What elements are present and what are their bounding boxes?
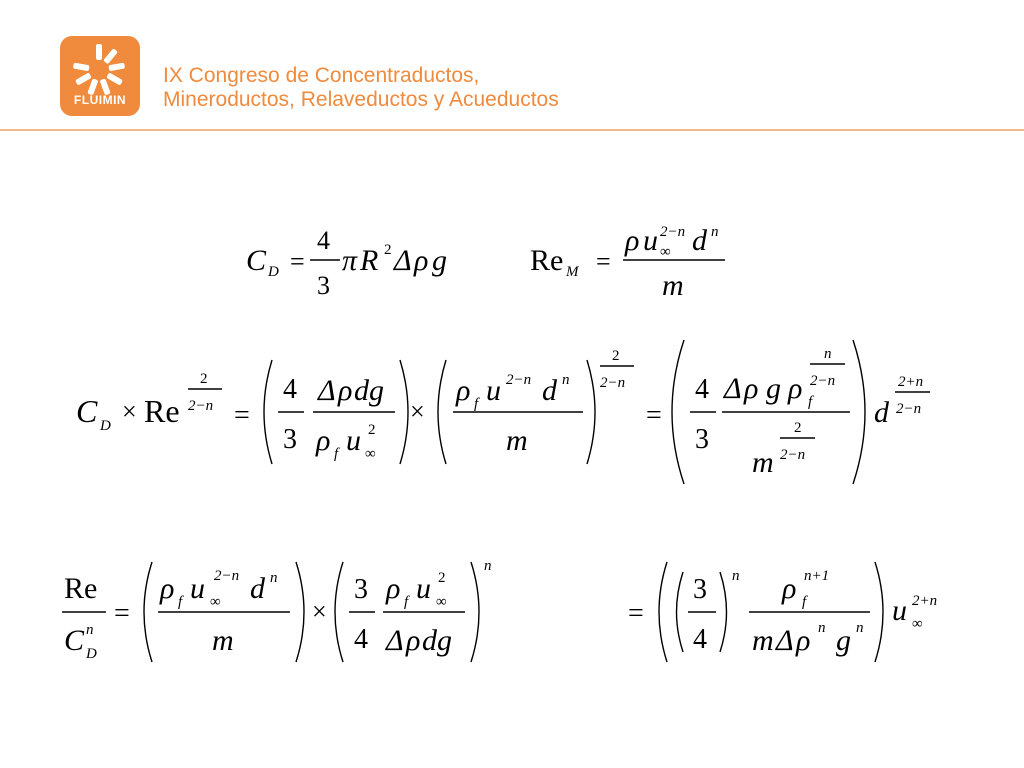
- eq3-r-den-m-exp-den: 2−n: [780, 447, 806, 463]
- eq4-f3-rho-sub: f: [404, 594, 409, 610]
- eq4-lhs-num: Re: [64, 572, 98, 605]
- eq4-r2-num-rho: ρ: [782, 572, 797, 605]
- eq4-r1-den: 4: [693, 624, 707, 655]
- eq3-f2-num-dg: dg: [354, 374, 384, 407]
- eq4-f1-u-sub: ∞: [210, 594, 221, 610]
- eq3-exp-den: 2−n: [188, 398, 214, 414]
- eq1-pi: π: [342, 244, 358, 277]
- eq4-f1-u-exp: 2−n: [214, 568, 240, 584]
- eq3-r-den-m-exp-num: 2: [794, 420, 802, 436]
- eq3-f2-den-u-sub: ∞: [365, 446, 376, 462]
- eq3-r-den-m: m: [752, 446, 774, 479]
- eq3-equals2: =: [646, 400, 662, 431]
- eq3-f2-den-u-exp: 2: [368, 422, 376, 438]
- eq1-lhs-var: C: [246, 244, 267, 277]
- eq1-equals: =: [290, 247, 305, 276]
- eq3-C-sub: D: [100, 418, 111, 434]
- eq3-r-d-exp-den: 2−n: [896, 401, 922, 417]
- eq3-pexp-den: 2−n: [600, 375, 626, 391]
- logo-text: FLUIMIN: [73, 93, 127, 107]
- eq4-r3-u: u: [892, 594, 907, 627]
- eq3-r-num-rho2-sub: f: [808, 394, 813, 410]
- eq2-den: m: [662, 269, 684, 302]
- eq2-lhs: Re: [530, 244, 564, 277]
- eq3-pexp-num: 2: [612, 348, 620, 364]
- eq1-R: R: [360, 244, 379, 277]
- eq4-f1-rho: ρ: [160, 572, 175, 605]
- eq4-equals: =: [114, 598, 130, 629]
- eq3-times: ×: [122, 397, 137, 426]
- eq4-f2-num: 3: [354, 574, 368, 605]
- eq4-lhs-den-C: C: [64, 624, 85, 657]
- eq3-f2-den-rho-sub: f: [334, 446, 339, 462]
- eq4-f1-u: u: [190, 572, 205, 605]
- eq3-r-num-g: g: [766, 372, 781, 405]
- eq4-pexp: n: [484, 558, 492, 574]
- eq4-f1-den: m: [212, 624, 234, 657]
- eq4-lhs-den-C-exp: n: [86, 622, 94, 638]
- equation-re-over-cd: [64, 558, 937, 662]
- eq4-lhs-den-C-sub: D: [86, 646, 97, 662]
- eq1-lhs-sub: D: [268, 264, 279, 280]
- equation-drag-force: [246, 226, 447, 300]
- eq3-r-num-rho: ρ: [744, 372, 759, 405]
- eq3-f3-num-rho: ρ: [456, 374, 471, 407]
- eq3-f3-num-rho-sub: f: [474, 396, 479, 412]
- eq3-times2: ×: [410, 397, 425, 426]
- eq3-r-num-delta: Δ: [724, 372, 742, 405]
- eq4-r2-den-rho-exp: n: [818, 620, 826, 636]
- eq2-num-d-exp: n: [711, 224, 719, 240]
- eq4-f1-d-exp: n: [270, 570, 278, 586]
- eq4-r3-u-exp: 2+n: [912, 593, 938, 609]
- eq3-f2-num-delta: Δ: [318, 374, 336, 407]
- eq2-num-u-exp: 2−n: [660, 224, 686, 240]
- eq3-f3-num-d-exp: n: [562, 372, 570, 388]
- eq3-exp-num: 2: [200, 371, 208, 387]
- eq3-r-num-rho2-exp-num: n: [824, 346, 832, 362]
- eq3-equals: =: [234, 400, 250, 431]
- eq2-num-u-sub: ∞: [660, 244, 671, 260]
- eq3-f1-num: 4: [283, 374, 297, 405]
- eq4-f3-u: u: [416, 572, 431, 605]
- eq4-times: ×: [312, 597, 327, 626]
- eq4-f1-d: d: [250, 572, 265, 605]
- eq4-r2-den-delta: Δ: [776, 624, 794, 657]
- eq2-num-d: d: [692, 224, 707, 257]
- eq1-delta: Δ: [394, 244, 412, 277]
- eq1-R-exp: 2: [384, 242, 392, 258]
- eq1-frac-num: 4: [317, 226, 330, 255]
- eq3-r-d: d: [874, 396, 889, 429]
- eq4-equals2: =: [628, 598, 644, 629]
- eq3-f3-den: m: [506, 424, 528, 457]
- eq3-C: C: [76, 393, 98, 429]
- eq3-f1-den: 3: [283, 424, 297, 455]
- eq4-f3-den-dg: dg: [422, 624, 452, 657]
- title-line-2: Mineroductos, Relaveductos y Acueductos: [163, 88, 559, 111]
- eq3-r-num-rho2-exp-den: 2−n: [810, 373, 836, 389]
- eq4-r2-num-rho-sub: f: [802, 594, 807, 610]
- eq1-rho: ρ: [414, 244, 429, 277]
- eq3-f2-den-rho: ρ: [316, 424, 331, 457]
- eq4-r2-num-rho-exp: n+1: [804, 568, 830, 584]
- eq3-f3-num-u: u: [486, 374, 501, 407]
- eq4-f3-u-exp: 2: [438, 570, 446, 586]
- eq4-r2-den-rho: ρ: [796, 624, 811, 657]
- eq4-r1-num: 3: [693, 574, 707, 605]
- eq4-r2-den-m: m: [752, 624, 774, 657]
- eq1-frac-den: 3: [317, 271, 330, 300]
- eq4-f3-den-delta: Δ: [386, 624, 404, 657]
- eq4-r1-exp: n: [732, 568, 740, 584]
- eq3-f2-num-rho: ρ: [338, 374, 353, 407]
- eq3-f3-num-d: d: [542, 374, 557, 407]
- eq1-g: g: [432, 244, 447, 277]
- eq4-r3-u-sub: ∞: [912, 616, 923, 632]
- title-line-1: IX Congreso de Concentraductos,: [163, 64, 480, 87]
- eq2-lhs-sub: M: [566, 264, 579, 280]
- eq4-r2-den-g: g: [836, 624, 851, 657]
- eq4-f3-den-rho: ρ: [406, 624, 421, 657]
- eq4-f3-u-sub: ∞: [436, 594, 447, 610]
- eq3-r-num-rho2: ρ: [788, 372, 803, 405]
- eq3-r-d-exp-num: 2+n: [898, 374, 924, 390]
- eq3-f3-num-u-exp: 2−n: [506, 372, 532, 388]
- eq4-f2-den: 4: [354, 624, 368, 655]
- eq4-r2-den-g-exp: n: [856, 620, 864, 636]
- eq2-equals: =: [596, 247, 611, 276]
- eq2-num-rho: ρ: [625, 224, 640, 257]
- eq3-r-f1-den: 3: [695, 424, 709, 455]
- eq4-f3-rho: ρ: [386, 572, 401, 605]
- eq3-r-f1-num: 4: [695, 374, 709, 405]
- eq2-num-u: u: [643, 224, 658, 257]
- eq4-f1-rho-sub: f: [178, 594, 183, 610]
- equation-reynolds-metzner: [530, 224, 719, 302]
- eq3-Re: Re: [144, 393, 180, 429]
- eq3-f2-den-u: u: [346, 424, 361, 457]
